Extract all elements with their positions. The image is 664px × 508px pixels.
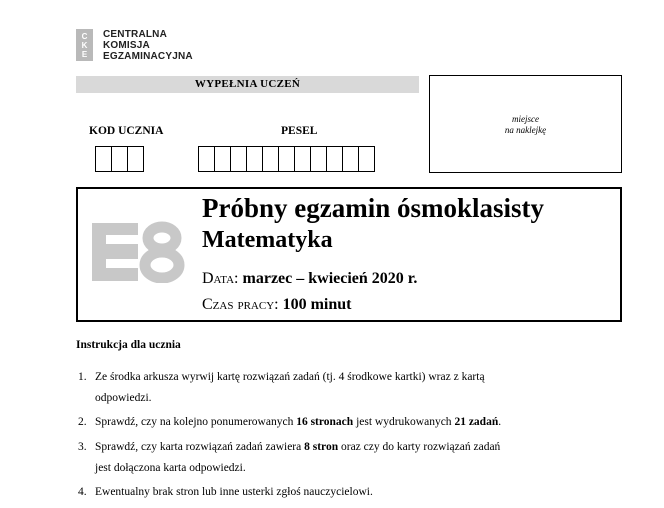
exam-subject: Matematyka (202, 227, 333, 253)
pesel-cell[interactable] (311, 146, 327, 172)
pesel-boxes[interactable] (198, 146, 375, 172)
instruction-number: 1. (78, 371, 87, 383)
e8-badge-icon (92, 221, 186, 283)
date-value: marzec – kwiecień 2020 r. (242, 270, 418, 287)
instruction-text: Ewentualny brak stron lub inne usterki zgłoś nauczycielowi. (95, 486, 373, 498)
instruction-text: Sprawdź, czy karta rozwiązań zadań zawiera (95, 441, 305, 453)
exam-title: Próbny egzamin ósmoklasisty (202, 193, 545, 223)
instruction-item (78, 416, 501, 428)
sticker-label-line2: na naklejkę (504, 125, 547, 135)
pesel-cell[interactable] (279, 146, 295, 172)
logo-mark-letter: E (81, 49, 88, 59)
instruction-bold: 16 stronach (296, 416, 354, 428)
kod-ucznia-cell[interactable] (128, 146, 144, 172)
pesel-cell[interactable] (215, 146, 231, 172)
student-fill-band: WYPEŁNIA UCZEŃ (76, 76, 419, 93)
instruction-number: 4. (78, 486, 87, 498)
exam-duration (202, 296, 351, 314)
pesel-cell[interactable] (247, 146, 263, 172)
exam-date (202, 270, 417, 288)
logo-line: KOMISJA (103, 40, 150, 51)
instruction-item (78, 441, 500, 453)
instruction-number: 3. (78, 441, 87, 453)
instruction-bold: 21 zadań (454, 416, 499, 428)
logo-line: CENTRALNA (103, 29, 168, 40)
instructions-heading: Instrukcja dla ucznia (76, 339, 181, 351)
logo-text (103, 29, 193, 62)
instruction-text: jest wydrukowanych (353, 416, 455, 428)
pesel-cell[interactable] (359, 146, 375, 172)
instruction-continuation: odpowiedzi. (95, 392, 152, 404)
logo-mark-letter: K (81, 40, 88, 50)
kod-ucznia-cell[interactable] (112, 146, 128, 172)
instruction-continuation: jest dołączona karta odpowiedzi. (95, 462, 246, 474)
date-label: Data: (202, 270, 239, 287)
instruction-item (78, 371, 485, 383)
kod-ucznia-cell[interactable] (95, 146, 112, 172)
time-value: 100 minut (282, 296, 352, 313)
instruction-number: 2. (78, 416, 87, 428)
pesel-cell[interactable] (343, 146, 359, 172)
time-label: Czas pracy: (202, 296, 279, 313)
pesel-cell[interactable] (198, 146, 215, 172)
logo-mark-letter: C (81, 31, 88, 41)
instruction-bold: 8 stron (304, 441, 339, 453)
kod-ucznia-boxes[interactable] (95, 146, 144, 172)
logo-line: EGZAMINACYJNA (103, 51, 193, 62)
sticker-area (429, 75, 622, 173)
cke-logo-mark (76, 29, 93, 61)
instruction-text: Ze środka arkusza wyrwij kartę rozwiązań zadań (tj. 4 środkowe kartki) wraz z kartą (95, 371, 485, 383)
instruction-text: Sprawdź, czy na kolejno ponumerowanych (95, 416, 297, 428)
kod-ucznia-label: KOD UCZNIA (89, 125, 164, 137)
sticker-label-line1: miejsce (512, 114, 539, 124)
pesel-cell[interactable] (327, 146, 343, 172)
exam-title-box (76, 187, 622, 322)
instruction-text: oraz czy do karty rozwiązań zadań (338, 441, 501, 453)
instruction-item (78, 486, 373, 498)
pesel-cell[interactable] (263, 146, 279, 172)
pesel-cell[interactable] (231, 146, 247, 172)
cke-logo (76, 29, 216, 63)
pesel-cell[interactable] (295, 146, 311, 172)
pesel-label: PESEL (281, 125, 318, 137)
instruction-text: . (498, 416, 502, 428)
